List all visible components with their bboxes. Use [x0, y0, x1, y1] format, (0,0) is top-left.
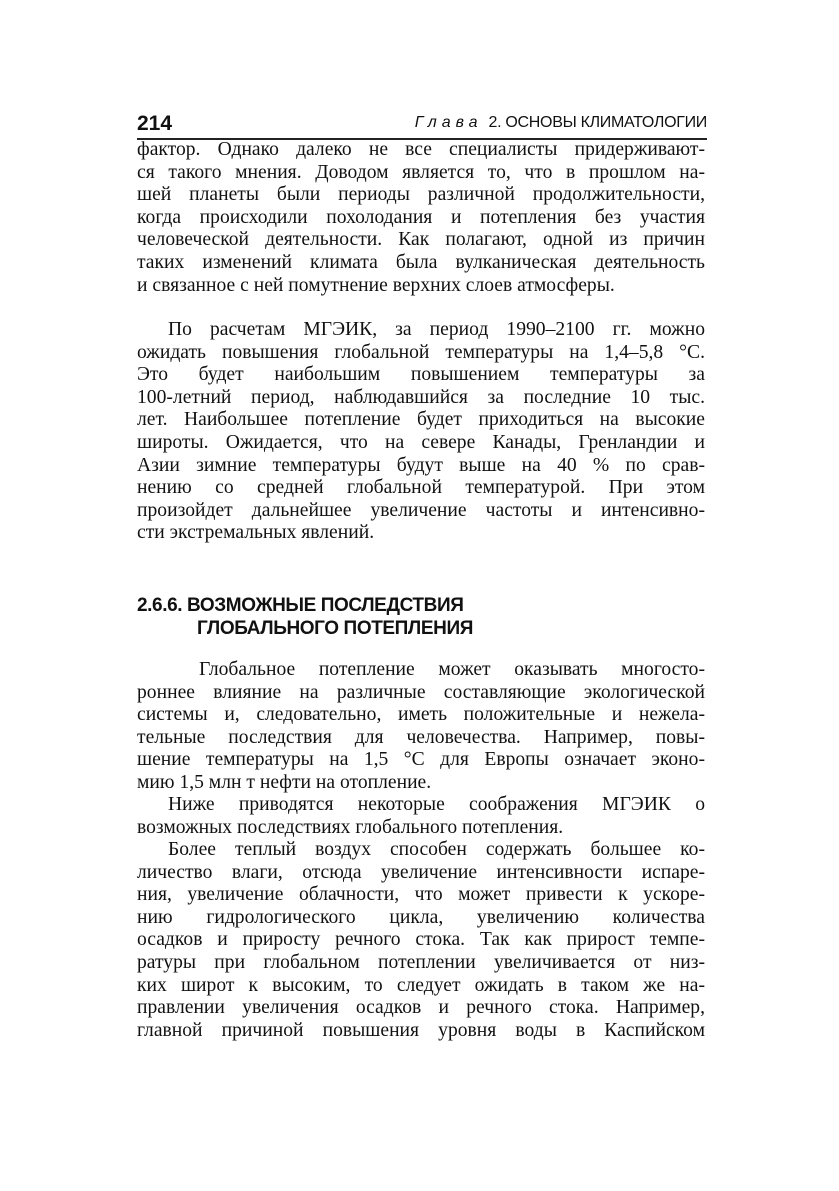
text-line: когда происходили похолодания и потепления без участия	[137, 206, 705, 228]
text-line: сти экстремальных явлений.	[137, 522, 375, 544]
text-line: возможных последствиях глобального потепления.	[137, 816, 564, 838]
text-line: ратуры при глобальном потеплении увеличивается от низ-	[137, 951, 705, 973]
text-line: и связанное с ней помутнение верхних слоев атмосферы.	[137, 274, 615, 296]
text-line: фактор. Однако далеко не все специалисты придерживают-	[137, 139, 705, 160]
text-line: личество влаги, отсюда увеличение интенсивности испаре-	[137, 861, 705, 883]
text-line: тельные последствия для человечества. Например, повы-	[137, 726, 705, 748]
text-line: ся такого мнения. Доводом является то, что в прошлом на-	[137, 161, 705, 183]
text-line: Это будет наибольшим повышением температуры за	[137, 364, 705, 386]
text-line: произойдет дальнейшее увеличение частоты и интенсивно-	[137, 499, 705, 521]
text-line: ния, увеличение облачности, что может привести к ускоре-	[137, 884, 705, 906]
section-title-line2: ГЛОБАЛЬНОГО ПОТЕПЛЕНИЯ	[197, 618, 473, 639]
text-line: осадков и приросту речного стока. Так как прирост темпе-	[137, 929, 705, 951]
paragraph	[137, 139, 705, 297]
text-line: шение температуры на 1,5 °С для Европы означает эконо-	[137, 749, 705, 771]
text-line: роннее влияние на различные составляющие экологической	[137, 681, 705, 703]
text-line: 100-летний период, наблюдавшийся за последние 10 тыс.	[137, 386, 705, 408]
text-line: ожидать повышения глобальной температуры на 1,4–5,8 °С.	[137, 341, 705, 363]
text-line: таких изменений климата была вулканическая деятельность	[137, 251, 705, 273]
paragraph	[137, 659, 705, 795]
text-line: главной причиной повышения уровня воды в Каспийском	[137, 1019, 705, 1041]
text-line: лет. Наибольшее потепление будет приходиться на высокие	[137, 409, 705, 431]
running-header	[137, 112, 707, 140]
text-line: правлении увеличения осадков и речного стока. Например,	[137, 997, 705, 1019]
text-line: человеческой деятельности. Как полагают, одной из причин	[137, 229, 705, 251]
paragraph	[137, 839, 705, 1042]
chapter-word: Глава	[414, 114, 483, 131]
text-line: ких широт к высоким, то следует ожидать в таком же на-	[137, 974, 705, 996]
text-line: мию 1,5 млн т нефти на отопление.	[137, 771, 432, 793]
section-heading	[137, 594, 473, 640]
text-line: Азии зимние температуры будут выше на 40 % по срав-	[137, 454, 705, 476]
text-line: нению со средней глобальной температурой. При этом	[137, 477, 705, 499]
page-number: 214	[137, 112, 173, 135]
text-line: системы и, следовательно, иметь положительные и нежела-	[137, 704, 705, 726]
text-line: Более теплый воздух способен содержать большее ко-	[168, 839, 705, 860]
text-line: По расчетам МГЭИК, за период 1990–2100 гг. можно	[168, 319, 705, 340]
chapter-running-title	[415, 114, 707, 132]
text-line: шей планеты были периоды различной продолжительности,	[137, 184, 705, 206]
text-line: Ниже приводятся некоторые соображения МГЭИК о	[168, 794, 705, 815]
chapter-title: 2. ОСНОВЫ КЛИМАТОЛОГИИ	[488, 114, 707, 131]
paragraph	[137, 794, 705, 839]
text-line: широты. Ожидается, что на севере Канады, Гренландии и	[137, 431, 705, 453]
text-line: Глобальное потепление может оказывать многосто-	[199, 659, 705, 680]
paragraph	[137, 319, 705, 545]
section-number: 2.6.6.	[137, 595, 183, 616]
section-title-line1: ВОЗМОЖНЫЕ ПОСЛЕДСТВИЯ	[187, 595, 464, 616]
text-line: нию гидрологического цикла, увеличению количества	[137, 906, 705, 928]
